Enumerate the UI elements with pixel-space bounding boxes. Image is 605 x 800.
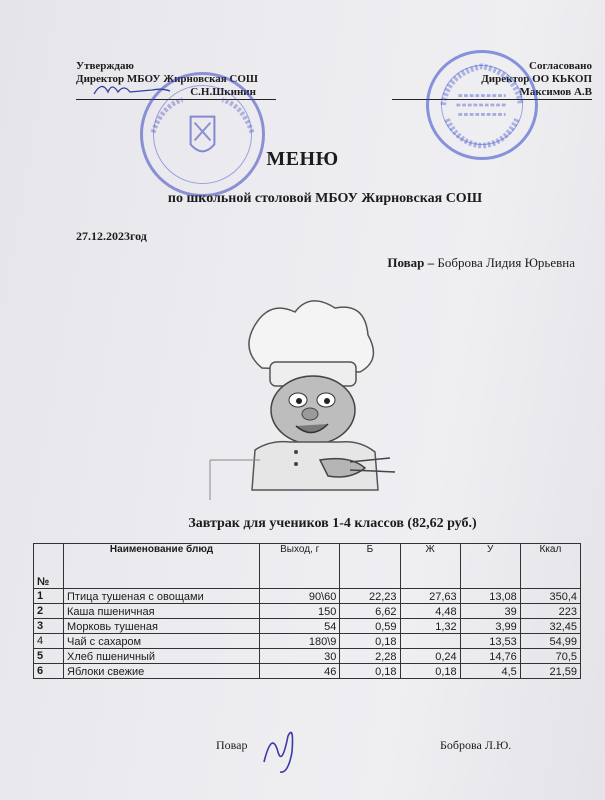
- chef-illustration: [200, 290, 420, 500]
- agree-label: Согласовано: [529, 60, 592, 72]
- cell-fat: 0,24: [400, 649, 460, 664]
- cell-yield: 90\60: [260, 589, 340, 604]
- header-carbs: У: [460, 544, 520, 589]
- cell-fat: 27,63: [400, 589, 460, 604]
- cell-carbs: 4,5: [460, 664, 520, 679]
- table-row: [34, 634, 581, 649]
- cell-kcal: 21,59: [520, 664, 580, 679]
- cell-protein: 0,18: [340, 664, 400, 679]
- cell-protein: 6,62: [340, 604, 400, 619]
- round-stamp-right: [426, 50, 538, 160]
- cell-carbs: 3,99: [460, 619, 520, 634]
- cell-carbs: 39: [460, 604, 520, 619]
- header-kcal: Ккал: [520, 544, 580, 589]
- cell-protein: 22,23: [340, 589, 400, 604]
- cook-name: Боброва Лидия Юрьевна: [437, 255, 575, 270]
- cell-protein: 2,28: [340, 649, 400, 664]
- header-fat: Ж: [400, 544, 460, 589]
- cell-protein: 0,59: [340, 619, 400, 634]
- header-dish: Наименование блюд: [64, 544, 260, 589]
- cell-kcal: 70,5: [520, 649, 580, 664]
- header-yield: Выход, г: [260, 544, 340, 589]
- agree-position: Директор ОО КЬКОП: [481, 73, 592, 85]
- cell-fat: 4,48: [400, 604, 460, 619]
- signature: [258, 722, 308, 777]
- approve-signature: [92, 78, 172, 100]
- menu-date: 27.12.2023год: [76, 229, 147, 243]
- cell-carbs: 13,53: [460, 634, 520, 649]
- cell-dish: Каша пшеничная: [64, 604, 260, 619]
- cook-line: [387, 255, 575, 271]
- cell-kcal: 54,99: [520, 634, 580, 649]
- cell-kcal: 350,4: [520, 589, 580, 604]
- cook-label: Повар –: [387, 255, 435, 270]
- cell-yield: 150: [260, 604, 340, 619]
- cell-carbs: 13,08: [460, 589, 520, 604]
- header-num: №: [34, 544, 64, 589]
- cell-dish: Яблоки свежие: [64, 664, 260, 679]
- cell-fat: [400, 634, 460, 649]
- cell-dish: Хлеб пшеничный: [64, 649, 260, 664]
- cell-dish: Чай с сахаром: [64, 634, 260, 649]
- approve-position: Директор МБОУ Жирновская СОШ: [76, 73, 259, 85]
- cell-dish: Птица тушеная с овощами: [64, 589, 260, 604]
- footer-cook-name: Боброва Л.Ю.: [440, 738, 512, 752]
- cell-kcal: 223: [520, 604, 580, 619]
- table-row: [34, 619, 581, 634]
- approve-label: Утверждаю: [76, 60, 134, 72]
- agree-signer: Максимов А.В: [392, 86, 592, 100]
- cell-yield: 30: [260, 649, 340, 664]
- cell-yield: 46: [260, 664, 340, 679]
- page-subtitle: по школьной столовой МБОУ Жирновская СОШ: [167, 191, 483, 206]
- table-row: [34, 664, 581, 679]
- cell-fat: 1,32: [400, 619, 460, 634]
- header-protein: Б: [340, 544, 400, 589]
- cell-num: 5: [34, 649, 64, 664]
- page-title: МЕНЮ: [266, 148, 339, 170]
- cell-carbs: 14,76: [460, 649, 520, 664]
- cell-num: 2: [34, 604, 64, 619]
- cell-protein: 0,18: [340, 634, 400, 649]
- cell-fat: 0,18: [400, 664, 460, 679]
- cell-num: 4: [34, 634, 64, 649]
- cell-kcal: 32,45: [520, 619, 580, 634]
- meal-title: Завтрак для учеников 1-4 классов (82,62 руб.): [188, 516, 477, 531]
- cell-yield: 180\9: [260, 634, 340, 649]
- approve-signer: С.Н.Шкинин: [76, 86, 276, 100]
- table-row: [34, 649, 581, 664]
- menu-table: [33, 543, 581, 679]
- cell-num: 3: [34, 619, 64, 634]
- cell-num: 1: [34, 589, 64, 604]
- cell-dish: Морковь тушеная: [64, 619, 260, 634]
- cell-num: 6: [34, 664, 64, 679]
- table-header-row: [34, 544, 581, 589]
- footer-cook-label: Повар: [216, 738, 248, 752]
- cell-yield: 54: [260, 619, 340, 634]
- table-row: [34, 589, 581, 604]
- table-row: [34, 604, 581, 619]
